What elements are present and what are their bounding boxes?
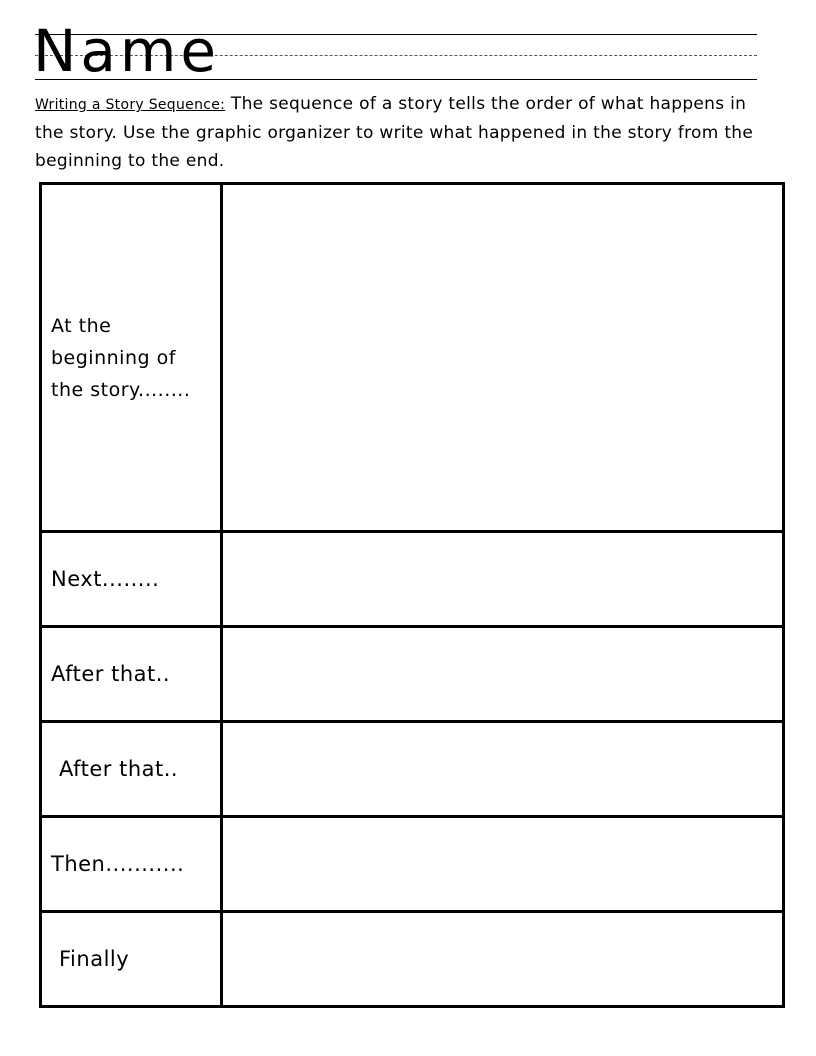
row-label-after-that-1: After that.. (41, 627, 222, 722)
organizer-row (41, 722, 784, 817)
instructions (35, 90, 780, 175)
name-label: Name (33, 17, 221, 85)
row-label-then: Then........... (41, 817, 222, 912)
answer-box-beginning[interactable] (222, 184, 784, 532)
answer-box-after-that-1[interactable] (222, 627, 784, 722)
organizer-row (41, 912, 784, 1007)
row-label-after-that-2: After that.. (41, 722, 222, 817)
answer-box-after-that-2[interactable] (222, 722, 784, 817)
row-label-finally: Finally (41, 912, 222, 1007)
row-label-next: Next........ (41, 532, 222, 627)
organizer-row (41, 627, 784, 722)
organizer-row (41, 184, 784, 532)
story-sequence-organizer (39, 182, 785, 1008)
row-label-beginning: At the beginning of the story........ (41, 184, 222, 532)
organizer-row (41, 817, 784, 912)
instructions-heading: Writing a Story Sequence: (35, 97, 226, 113)
answer-box-then[interactable] (222, 817, 784, 912)
answer-box-next[interactable] (222, 532, 784, 627)
instructions-text: The sequence of a story tells the order of what happens in the story. Use the graphic organizer to write what happened in the story from the beginning to the end. (35, 94, 754, 171)
organizer-row (41, 532, 784, 627)
answer-box-finally[interactable] (222, 912, 784, 1007)
